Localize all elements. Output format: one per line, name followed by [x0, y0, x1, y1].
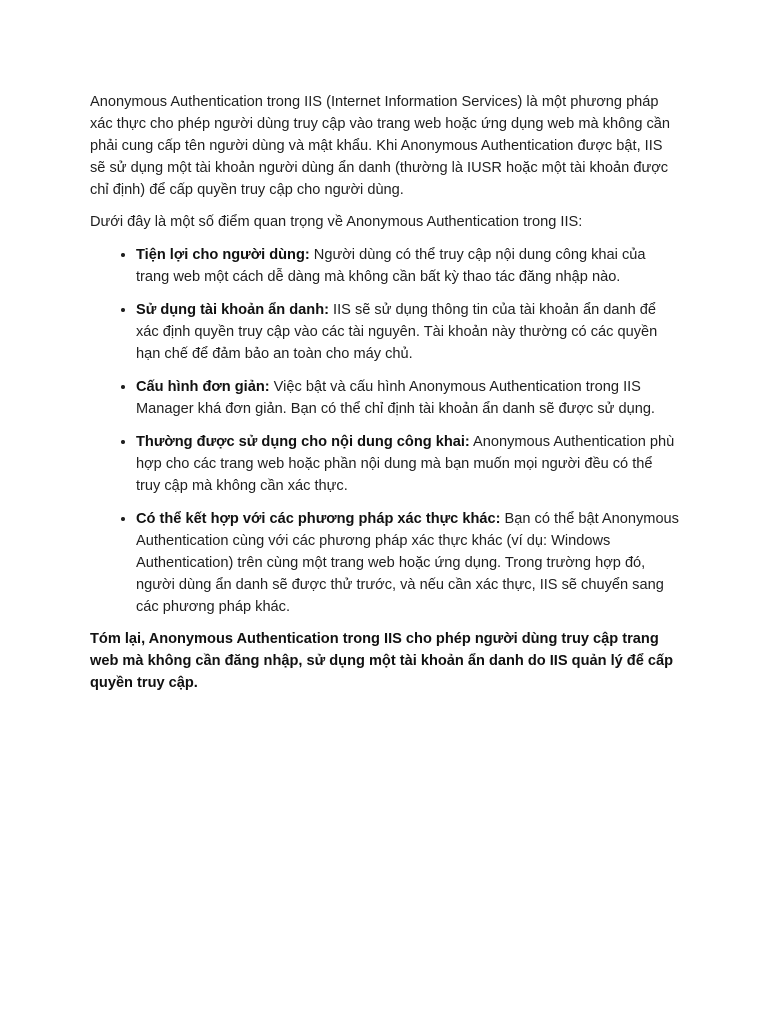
point-title: Tiện lợi cho người dùng:: [136, 247, 310, 263]
list-item: [136, 298, 680, 365]
point-title: Có thể kết hợp với các phương pháp xác thực khác:: [136, 511, 501, 527]
point-text: Người dùng có thể truy cập nội dung công khai của trang web một cách dễ dàng mà không cần bất kỳ thao tác đăng nhập nào.: [136, 247, 646, 285]
point-title: Thường được sử dụng cho nội dung công khai:: [136, 434, 470, 450]
point-title: Cấu hình đơn giản:: [136, 379, 270, 395]
list-item: [136, 243, 680, 288]
intro-paragraph: Anonymous Authentication trong IIS (Internet Information Services) là một phương pháp xác thực cho phép người dùng truy cập vào trang web hoặc ứng dụng web mà không cần phải cung cấp tên người dùng và mật khẩu. Khi Anonymous Authentication được bật, IIS sẽ sử dụng một tài khoản người dùng ẩn danh (thường là IUSR hoặc một tài khoản được chỉ định) để cấp quyền truy cập cho người dùng.: [90, 94, 671, 198]
list-item: [136, 375, 680, 420]
point-title: Sử dụng tài khoản ẩn danh:: [136, 302, 329, 318]
point-text: IIS sẽ sử dụng thông tin của tài khoản ẩn danh để xác định quyền truy cập vào các tài nguyên. Tài khoản này thường có các quyền hạn chế để đảm bảo an toàn cho máy chủ.: [136, 302, 658, 362]
list-item: [136, 430, 680, 497]
lead-in-paragraph: Dưới đây là một số điểm quan trọng về Anonymous Authentication trong IIS:: [90, 214, 583, 230]
point-text: Anonymous Authentication phù hợp cho các trang web hoặc phần nội dung mà bạn muốn mọi người đều có thể truy cập mà không cần xác thực.: [136, 434, 675, 494]
point-text: Bạn có thể bật Anonymous Authentication cùng với các phương pháp xác thực khác (ví dụ: Windows Authentication) trên cùng một trang web hoặc ứng dụng. Trong trường hợp đó, người dùng ẩn danh sẽ được thử trước, và nếu cần xác thực, IIS sẽ chuyển sang các phương pháp khác.: [136, 511, 679, 615]
summary-paragraph: Tóm lại, Anonymous Authentication trong IIS cho phép người dùng truy cập trang web mà không cần đăng nhập, sử dụng một tài khoản ẩn danh do IIS quản lý để cấp quyền truy cập.: [90, 631, 674, 691]
key-points-list: [90, 243, 680, 618]
point-text: Việc bật và cấu hình Anonymous Authentication trong IIS Manager khá đơn giản. Bạn có thể chỉ định tài khoản ẩn danh sẽ được sử dụng.: [136, 379, 655, 417]
list-item: [136, 507, 680, 618]
document-page: [90, 91, 680, 704]
